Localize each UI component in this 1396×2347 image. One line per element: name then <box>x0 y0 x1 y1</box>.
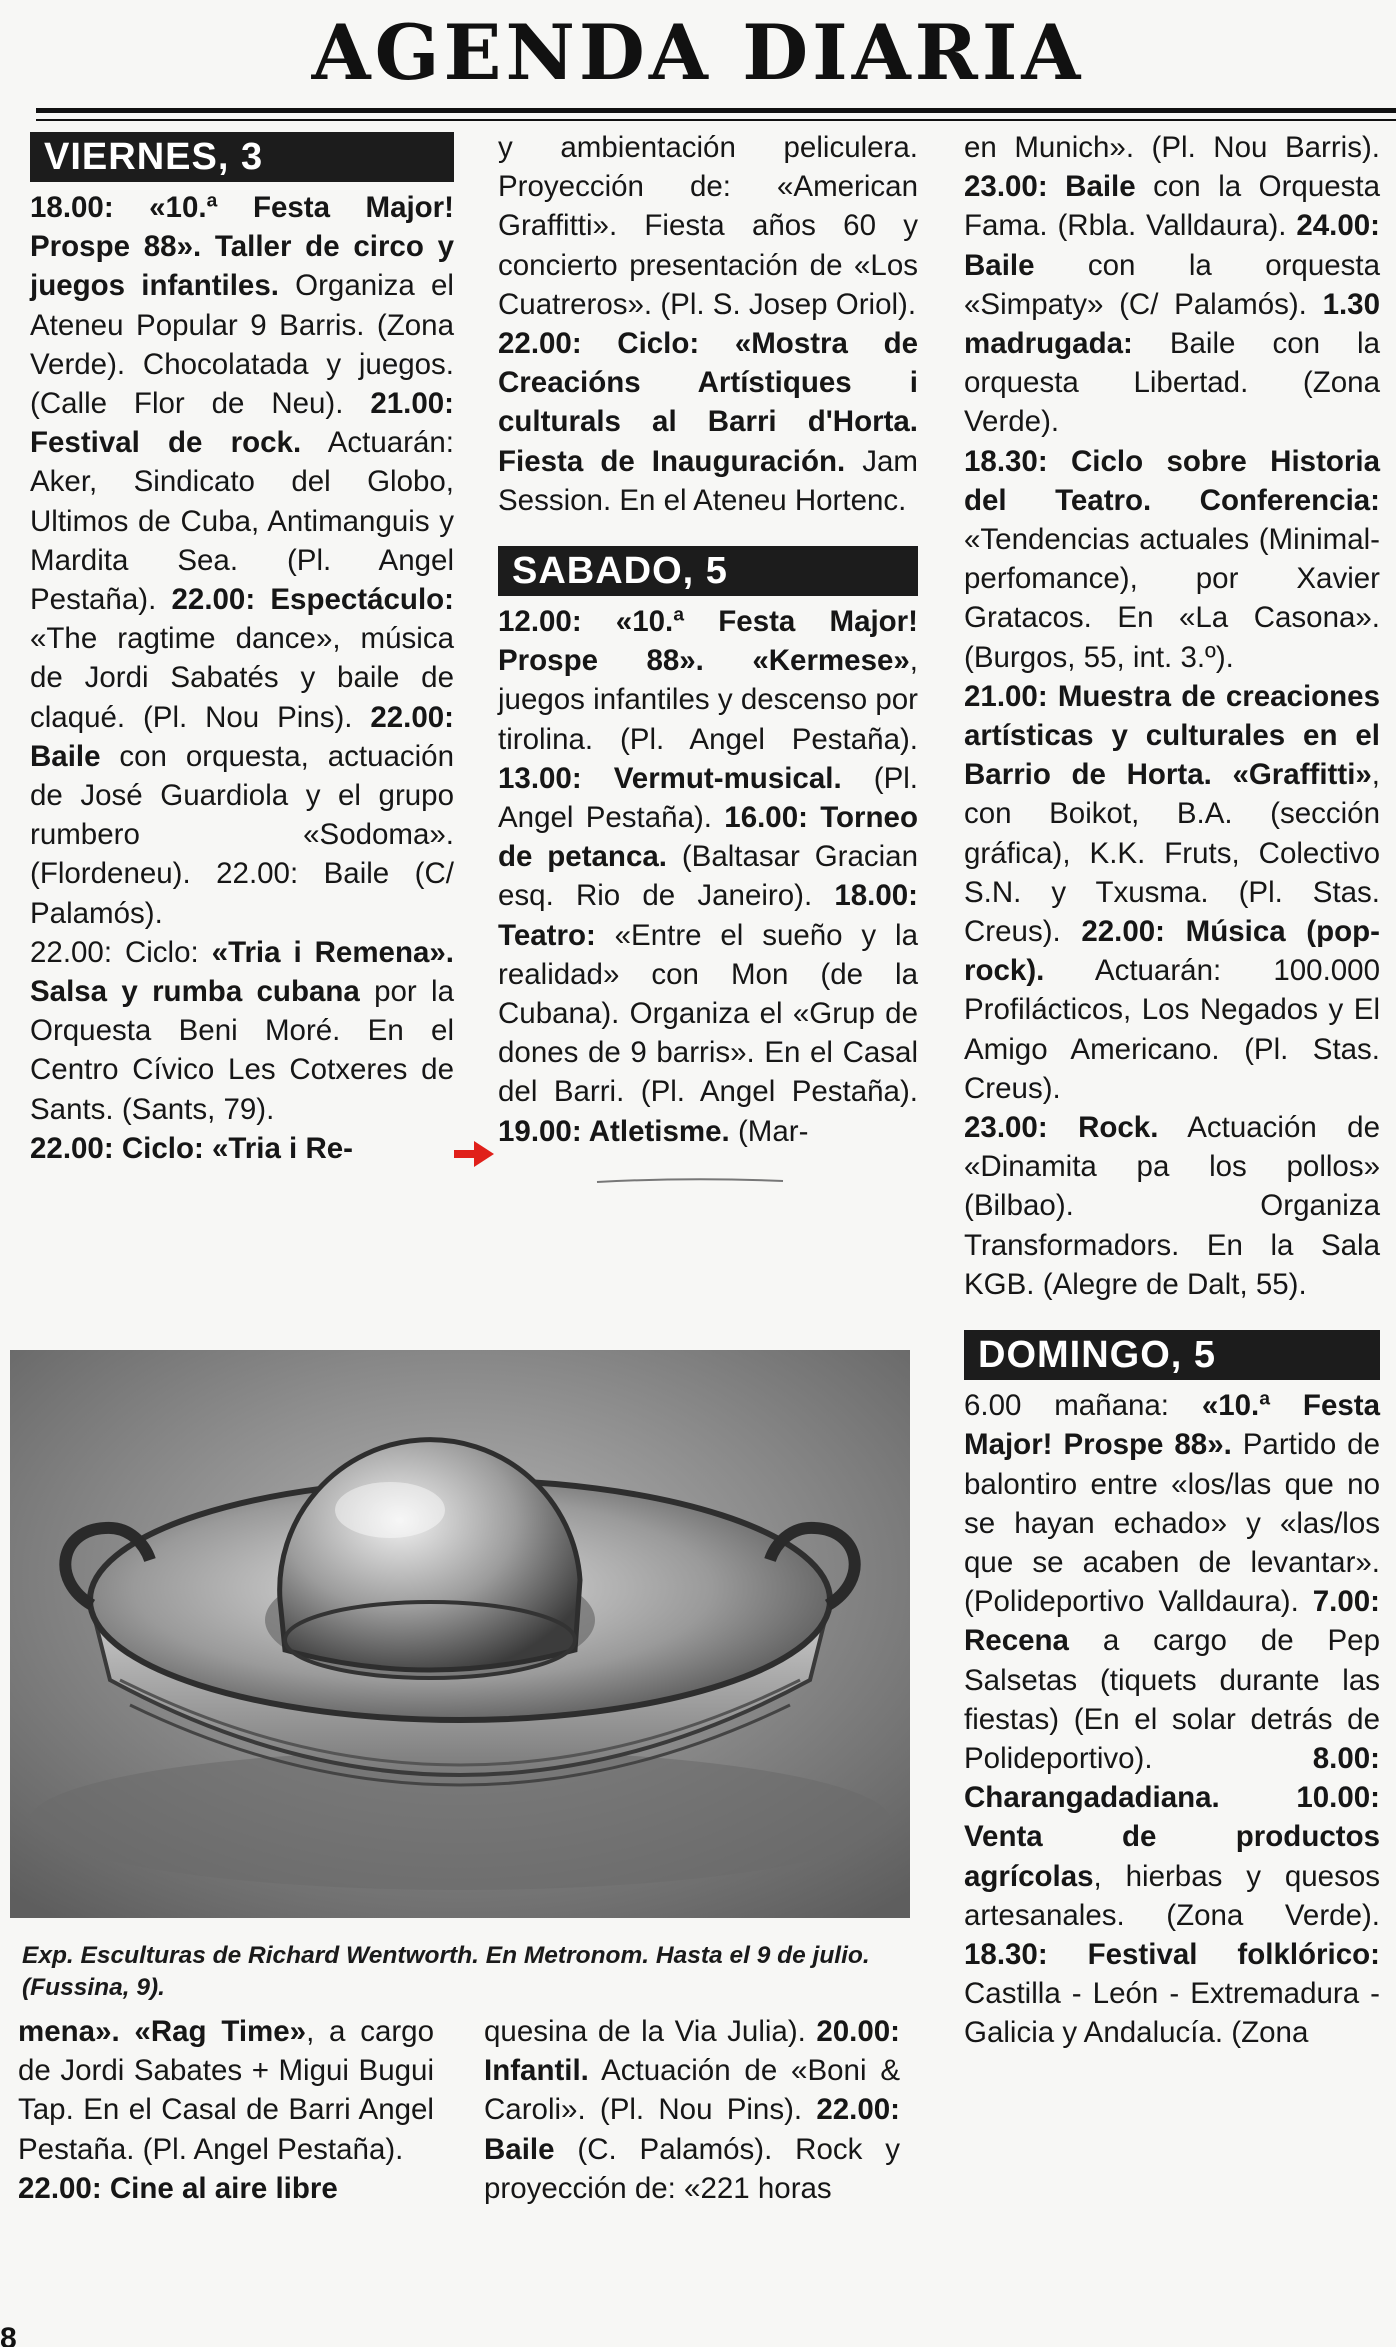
page-number: 8 <box>0 2322 17 2347</box>
day-header-domingo: DOMINGO, 5 <box>964 1330 1380 1380</box>
pencil-underline-mark <box>595 1176 785 1186</box>
article-sabado: 12.00: «10.ª Festa Major! Prospe 88». «Kermese», juegos infantiles y descenso por tirolina. (Pl. Angel Pestaña). 13.00: Vermut-musical. (Pl. Angel Pestaña). 16.00: Torneo de petanca. (Baltasar Gracian esq. Rio de Janeiro). 18.00: Teatro: «Entre el sueño y la realidad» con Mon (de la Cubana). Organiza el «Grup de dones de 9 barris». En el Casal del Barri. (Pl. Angel Pestaña). 19.00: Atletisme. (Mar- <box>498 605 918 1148</box>
masthead-rule-thick <box>36 108 1396 113</box>
article-infantil: quesina de la Via Julia). 20.00: Infantil. Actuación de «Boni & Caroli». (Pl. Nou Pins). 22.00: Baile (C. Palamós). Rock y proyección de: «221 horas <box>484 2015 900 2205</box>
masthead <box>0 0 1396 110</box>
column-bottom-middle <box>484 2012 900 2208</box>
day-header-viernes: VIERNES, 3 <box>30 132 454 182</box>
article-continuation-right: en Munich». (Pl. Nou Barris). 23.00: Baile con la Orquesta Fama. (Rbla. Valldaura). 24.00: Baile con la orquesta «Simpaty» (C/ Palamós). 1.30 madrugada: Baile con la orquesta Libertad. (Zona Verde). 18.30: Ciclo sobre Historia del Teatro. Conferencia: «Tendencias actuales (Minimal-perfomance), por Xavier Gratacos. En «La Casona». (Burgos, 55, int. 3.º). 21.00: Muestra de creaciones artísticas y culturales en el Barrio de Horta. «Graffitti», con Boikot, B.A. (sección gráfica), K.K. Fruts, Colectivo S.N. y Txusma. (Pl. Stas. Creus). 22.00: Música (pop-rock). Actuarán: 100.000 Profilácticos, Los Negados y El Amigo Americano. (Pl. Stas. Creus). 23.00: Rock. Actuación de «Dinamita pa los pollos» (Bilbao). Organiza Transformadors. En la Sala KGB. (Alegre de Dalt, 55). <box>964 131 1380 1301</box>
red-arrow-icon <box>454 1141 494 1167</box>
masthead-rule-thin <box>36 119 1396 121</box>
column-viernes <box>30 128 454 1168</box>
article-viernes: 18.00: «10.ª Festa Major! Prospe 88». Taller de circo y juegos infantiles. Organiza el Ateneu Popular 9 Barris. (Zona Verde). Chocolatada y juegos. (Calle Flor de Neu). 21.00: Festival de rock. Actuarán: Aker, Sindicato del Globo, Ultimos de Cuba, Antimanguis y Mardita Sea. (Pl. Angel Pestaña). 22.00: Espectáculo: «The ragtime dance», música de Jordi Sabatés y baile de claqué. (Pl. Nou Pins). 22.00: Baile con orquesta, actuación de José Guardiola y el grupo rumbero «Sodoma». (Flordeneu). 22.00: Baile (C/ Palamós). 22.00: Ciclo: «Tria i Remena». Salsa y rumba cubana por la Orquesta Beni Moré. En el Centro Cívico Les Cotxeres de Sants. (Sants, 79). 22.00: Ciclo: «Tria i Re- <box>30 191 454 1165</box>
sculpture-illustration <box>10 1350 910 1918</box>
day-header-sabado: SABADO, 5 <box>498 546 918 596</box>
photo-caption: Exp. Esculturas de Richard Wentworth. En Metronom. Hasta el 9 de julio. (Fussina, 9). <box>22 1942 870 2001</box>
column-domingo <box>964 128 1380 2053</box>
column-bottom-left <box>18 2012 434 2208</box>
article-rag-time: mena». «Rag Time», a cargo de Jordi Sabates + Migui Bugui Tap. En el Casal de Barri Angel Pestaña. (Pl. Angel Pestaña). 22.00: Cine al aire libre <box>18 2015 434 2205</box>
article-continuation: y ambientación peliculera. Proyección de: «American Graffitti». Fiesta años 60 y concierto presentación de «Los Cuatreros». (Pl. S. Josep Oriol). 22.00: Ciclo: «Mostra de Creacións Artístiques i culturals al Barri d'Horta. Fiesta de Inauguración. Jam Session. En el Ateneu Hortenc. <box>498 131 918 517</box>
article-domingo: 6.00 mañana: «10.ª Festa Major! Prospe 88». Partido de balontiro entre «los/las que no se hayan echado» y «las/los que se acaben de levantar». (Polideportivo Valldaura). 7.00: Recena a cargo de Pep Salsetas (tiquets durante las fiestas) (En el solar detrás de Polideportivo). 8.00: Charangadadiana. 10.00: Venta de productos agrícolas, hierbas y quesos artesanales. (Zona Verde). 18.30: Festival folklórico: Castilla - León - Extremadura - Galicia y Andalucía. (Zona <box>964 1389 1380 2050</box>
column-sabado <box>498 128 918 1151</box>
masthead-title: AGENDA DIARIA <box>311 8 1085 97</box>
sculpture-photo <box>10 1350 910 1918</box>
